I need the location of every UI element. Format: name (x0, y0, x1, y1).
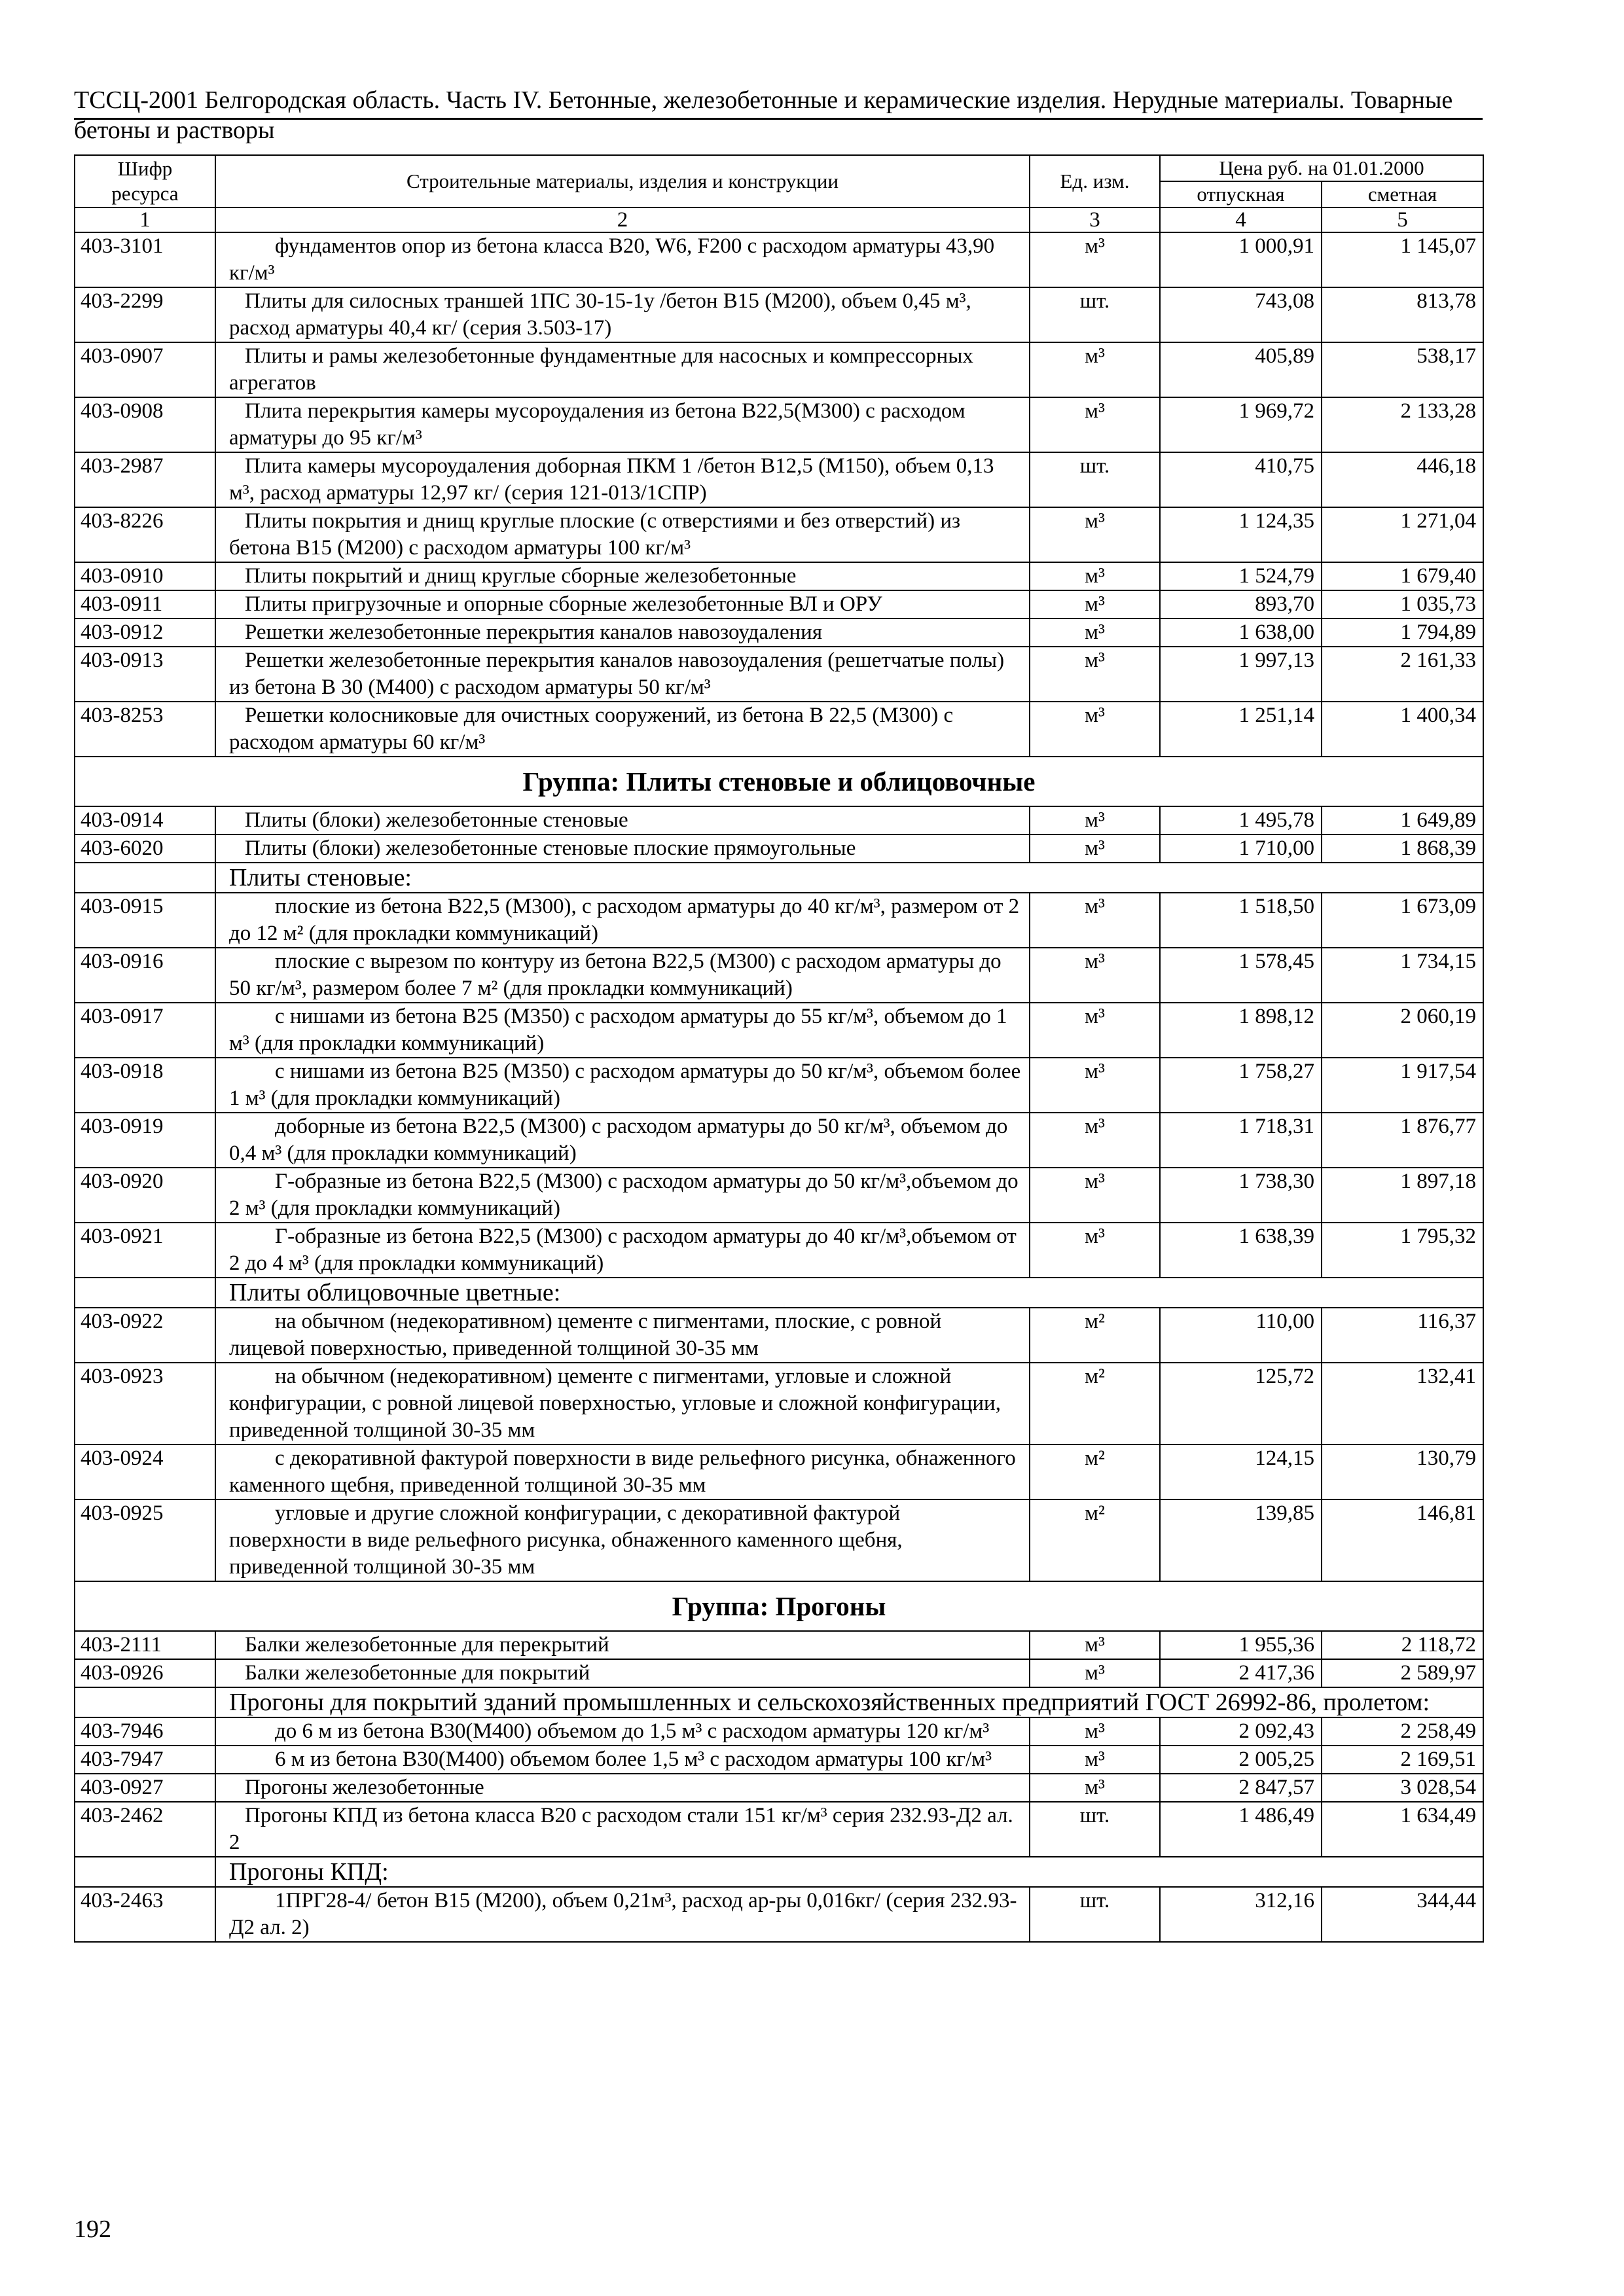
item-description (215, 1746, 1030, 1774)
estimate-price: 538,17 (1322, 342, 1483, 397)
estimate-price: 813,78 (1322, 287, 1483, 342)
item-description-text: Плиты для силосных траншей 1ПС 30-15-1у /бетон В15 (М200), объем 0,45 м³, расход арматуры 40,4 кг/ (серия 3.503-17) (229, 289, 971, 340)
table-row (75, 1223, 1483, 1278)
resource-code: 403-0918 (75, 1058, 215, 1113)
item-description (215, 1444, 1030, 1499)
estimate-price: 2 589,97 (1322, 1659, 1483, 1687)
item-description (215, 1223, 1030, 1278)
item-description-text: с нишами из бетона В25 (М350) с расходом арматуры до 55 кг/м³, объемом до 1 м³ (для прокладки коммуникаций) (229, 1005, 1007, 1055)
unit-of-measure: м³ (1030, 647, 1160, 702)
unit-of-measure: м² (1030, 1499, 1160, 1581)
item-description-text: Балки железобетонные для перекрытий (245, 1633, 609, 1657)
item-description-text: Плиты покрытий и днищ круглые сборные железобетонные (245, 564, 797, 588)
estimate-price: 2 060,19 (1322, 1003, 1483, 1058)
col-estimate-header: сметная (1322, 181, 1483, 207)
resource-code: 403-0919 (75, 1113, 215, 1168)
item-description (215, 1363, 1030, 1444)
resource-code: 403-0914 (75, 806, 215, 834)
resource-code: 403-7946 (75, 1717, 215, 1746)
unit-of-measure: м³ (1030, 1223, 1160, 1278)
subheading-row (75, 1687, 1483, 1717)
header-rule (74, 118, 1483, 120)
resource-code: 403-0922 (75, 1308, 215, 1363)
unit-of-measure: м³ (1030, 1113, 1160, 1168)
release-price: 743,08 (1160, 287, 1322, 342)
resource-code: 403-0910 (75, 562, 215, 590)
table-row (75, 342, 1483, 397)
item-description (215, 1168, 1030, 1223)
release-price: 1 495,78 (1160, 806, 1322, 834)
subheading-title: Плиты облицовочные цветные: (215, 1278, 1483, 1308)
item-description (215, 1887, 1030, 1942)
resource-code: 403-2111 (75, 1631, 215, 1659)
item-description (215, 1717, 1030, 1746)
resource-code: 403-8226 (75, 507, 215, 562)
subheading-row (75, 863, 1483, 893)
release-price: 2 847,57 (1160, 1774, 1322, 1802)
col-name-header: Строительные материалы, изделия и конструкции (215, 155, 1030, 207)
release-price: 312,16 (1160, 1887, 1322, 1942)
release-price: 1 710,00 (1160, 834, 1322, 863)
subheading-blank (75, 1278, 215, 1308)
col-number: 4 (1160, 207, 1322, 232)
item-description-text: 6 м из бетона В30(М400) объемом более 1,5 м³ с расходом арматуры 100 кг/м³ (275, 1748, 992, 1771)
unit-of-measure: м³ (1030, 834, 1160, 863)
item-description-text: с декоративной фактурой поверхности в виде рельефного рисунка, обнаженного каменного щебня, приведенной толщиной 30-35 мм (229, 1446, 1016, 1497)
group-title: Группа: Прогоны (75, 1581, 1483, 1631)
unit-of-measure: шт. (1030, 1887, 1160, 1942)
item-description-text: 1ПРГ28-4/ бетон В15 (М200), объем 0,21м³, расход ар-ры 0,016кг/ (серия 232.93-Д2 ал. 2) (229, 1889, 1017, 1939)
resource-code: 403-2463 (75, 1887, 215, 1942)
unit-of-measure: м³ (1030, 1659, 1160, 1687)
release-price: 2 092,43 (1160, 1717, 1322, 1746)
table-row (75, 590, 1483, 619)
unit-of-measure: м² (1030, 1444, 1160, 1499)
release-price: 405,89 (1160, 342, 1322, 397)
estimate-price: 2 161,33 (1322, 647, 1483, 702)
estimate-price: 1 271,04 (1322, 507, 1483, 562)
estimate-price: 1 868,39 (1322, 834, 1483, 863)
item-description (215, 647, 1030, 702)
item-description-text: Плита перекрытия камеры мусороудаления из бетона В22,5(М300) с расходом арматуры до 95 кг/м³ (229, 399, 965, 450)
item-description-text: плоские с вырезом по контуру из бетона В22,5 (М300) с расходом арматуры до 50 кг/м³, размером более 7 м² (для прокладки коммуникаций) (229, 950, 1001, 1000)
resource-code: 403-0925 (75, 1499, 215, 1581)
unit-of-measure: м³ (1030, 1717, 1160, 1746)
item-description (215, 948, 1030, 1003)
unit-of-measure: м³ (1030, 806, 1160, 834)
item-description-text: с нишами из бетона В25 (М350) с расходом арматуры до 50 кг/м³, объемом более 1 м³ (для прокладки коммуникаций) (229, 1060, 1021, 1110)
item-description-text: Прогоны КПД из бетона класса В20 с расходом стали 151 кг/м³ серия 232.93-Д2 ал. 2 (229, 1804, 1013, 1854)
estimate-price: 344,44 (1322, 1887, 1483, 1942)
col-number: 3 (1030, 207, 1160, 232)
item-description (215, 287, 1030, 342)
item-description (215, 702, 1030, 757)
item-description (215, 1631, 1030, 1659)
table-row (75, 562, 1483, 590)
item-description (215, 590, 1030, 619)
table-row (75, 1363, 1483, 1444)
table-row (75, 287, 1483, 342)
group-title: Группа: Плиты стеновые и облицовочные (75, 757, 1483, 806)
subheading-blank (75, 863, 215, 893)
item-description (215, 1113, 1030, 1168)
resource-code: 403-8253 (75, 702, 215, 757)
release-price: 1 738,30 (1160, 1168, 1322, 1223)
release-price: 1 251,14 (1160, 702, 1322, 757)
release-price: 1 518,50 (1160, 893, 1322, 948)
estimate-price: 3 028,54 (1322, 1774, 1483, 1802)
table-row (75, 397, 1483, 452)
resource-code: 403-0913 (75, 647, 215, 702)
item-description-text: Решетки железобетонные перекрытия каналов навозоудаления (245, 620, 822, 644)
item-description (215, 342, 1030, 397)
item-description (215, 1774, 1030, 1802)
release-price: 1 486,49 (1160, 1802, 1322, 1857)
estimate-price: 2 258,49 (1322, 1717, 1483, 1746)
item-description (215, 806, 1030, 834)
table-row (75, 1774, 1483, 1802)
release-price: 1 524,79 (1160, 562, 1322, 590)
subheading-row (75, 1857, 1483, 1887)
unit-of-measure: м³ (1030, 1746, 1160, 1774)
estimate-price: 446,18 (1322, 452, 1483, 507)
subheading-blank (75, 1857, 215, 1887)
table-row (75, 806, 1483, 834)
subheading-title: Прогоны КПД: (215, 1857, 1483, 1887)
table-row (75, 1444, 1483, 1499)
estimate-price: 1 876,77 (1322, 1113, 1483, 1168)
item-description-text: Г-образные из бетона В22,5 (М300) с расходом арматуры до 40 кг/м³,объемом от 2 до 4 м³ (для прокладки коммуникаций) (229, 1225, 1017, 1275)
unit-of-measure: м³ (1030, 702, 1160, 757)
table-row (75, 1887, 1483, 1942)
resource-code: 403-0915 (75, 893, 215, 948)
unit-of-measure: м³ (1030, 619, 1160, 647)
estimate-price: 1 400,34 (1322, 702, 1483, 757)
item-description-text: Плиты и рамы железобетонные фундаментные для насосных и компрессорных агрегатов (229, 344, 973, 395)
item-description (215, 232, 1030, 287)
item-description (215, 619, 1030, 647)
table-row (75, 452, 1483, 507)
item-description (215, 397, 1030, 452)
estimate-price: 1 917,54 (1322, 1058, 1483, 1113)
estimate-price: 130,79 (1322, 1444, 1483, 1499)
release-price: 124,15 (1160, 1444, 1322, 1499)
release-price: 110,00 (1160, 1308, 1322, 1363)
item-description-text: Плиты покрытия и днищ круглые плоские (с отверстиями и без отверстий) из бетона В15 (М200) с расходом арматуры 100 кг/м³ (229, 509, 961, 560)
item-description (215, 1003, 1030, 1058)
table-row (75, 647, 1483, 702)
resource-code: 403-0908 (75, 397, 215, 452)
item-description-text: фундаментов опор из бетона класса В20, W6, F200 с расходом арматуры 43,90 кг/м³ (229, 234, 995, 285)
table-row (75, 1717, 1483, 1746)
unit-of-measure: м³ (1030, 1003, 1160, 1058)
item-description-text: до 6 м из бетона В30(М400) объемом до 1,5 м³ с расходом арматуры 120 кг/м³ (275, 1719, 990, 1743)
col-number: 1 (75, 207, 215, 232)
resource-code: 403-3101 (75, 232, 215, 287)
table-row (75, 1659, 1483, 1687)
resource-code: 403-0926 (75, 1659, 215, 1687)
estimate-price: 1 634,49 (1322, 1802, 1483, 1857)
estimate-price: 116,37 (1322, 1308, 1483, 1363)
unit-of-measure: шт. (1030, 287, 1160, 342)
item-description-text: Плиты (блоки) железобетонные стеновые плоские прямоугольные (245, 836, 856, 860)
release-price: 139,85 (1160, 1499, 1322, 1581)
resource-code: 403-0917 (75, 1003, 215, 1058)
table-row (75, 1308, 1483, 1363)
release-price: 893,70 (1160, 590, 1322, 619)
subheading-title: Прогоны для покрытий зданий промышленных и сельскохозяйственных предприятий ГОСТ 26992-86, пролетом: (215, 1687, 1483, 1717)
table-row (75, 893, 1483, 948)
col-release-header: отпускная (1160, 181, 1322, 207)
resource-code: 403-0916 (75, 948, 215, 1003)
resource-code: 403-6020 (75, 834, 215, 863)
release-price: 1 578,45 (1160, 948, 1322, 1003)
group-heading-row (75, 1581, 1483, 1631)
unit-of-measure: м³ (1030, 342, 1160, 397)
release-price: 1 997,13 (1160, 647, 1322, 702)
resource-code: 403-0920 (75, 1168, 215, 1223)
item-description-text: доборные из бетона В22,5 (М300) с расходом арматуры до 50 кг/м³, объемом до 0,4 м³ (для прокладки коммуникаций) (229, 1115, 1008, 1165)
table-row (75, 948, 1483, 1003)
resource-code: 403-2299 (75, 287, 215, 342)
item-description (215, 1058, 1030, 1113)
unit-of-measure: м³ (1030, 507, 1160, 562)
group-heading-row (75, 757, 1483, 806)
resource-code: 403-2462 (75, 1802, 215, 1857)
release-price: 1 638,00 (1160, 619, 1322, 647)
item-description-text: на обычном (недекоративном) цементе с пигментами, плоские, с ровной лицевой поверхностью, приведенной толщиной 30-35 мм (229, 1310, 942, 1360)
estimate-price: 146,81 (1322, 1499, 1483, 1581)
item-description-text: плоские из бетона В22,5 (М300), с расходом арматуры до 40 кг/м³, размером от 2 до 12 м² (для прокладки коммуникаций) (229, 895, 1020, 945)
release-price: 1 124,35 (1160, 507, 1322, 562)
item-description-text: Решетки колосниковые для очистных сооружений, из бетона В 22,5 (М300) с расходом арматуры 60 кг/м³ (229, 704, 954, 754)
release-price: 125,72 (1160, 1363, 1322, 1444)
table-row (75, 702, 1483, 757)
unit-of-measure: шт. (1030, 452, 1160, 507)
estimate-price: 2 133,28 (1322, 397, 1483, 452)
col-unit-header: Ед. изм. (1030, 155, 1160, 207)
unit-of-measure: м³ (1030, 893, 1160, 948)
table-row (75, 1113, 1483, 1168)
item-description (215, 1499, 1030, 1581)
subheading-row (75, 1278, 1483, 1308)
item-description-text: Г-образные из бетона В22,5 (М300) с расходом арматуры до 50 кг/м³,объемом до 2 м³ (для прокладки коммуникаций) (229, 1170, 1019, 1220)
resource-code: 403-0923 (75, 1363, 215, 1444)
col-number: 5 (1322, 207, 1483, 232)
item-description-text: Плита камеры мусороудаления доборная ПКМ 1 /бетон В12,5 (М150), объем 0,13 м³, расход арматуры 12,97 кг/ (серия 121-013/1СПР) (229, 454, 994, 505)
table-row (75, 1802, 1483, 1857)
item-description (215, 1308, 1030, 1363)
release-price: 1 718,31 (1160, 1113, 1322, 1168)
estimate-price: 1 734,15 (1322, 948, 1483, 1003)
release-price: 1 969,72 (1160, 397, 1322, 452)
item-description-text: Решетки железобетонные перекрытия каналов навозоудаления (решетчатые полы) из бетона В 30 (М400) с расходом арматуры 50 кг/м³ (229, 649, 1005, 699)
unit-of-measure: м³ (1030, 1774, 1160, 1802)
col-code-header: Шифр ресурса (75, 155, 215, 207)
resource-code: 403-0921 (75, 1223, 215, 1278)
release-price: 1 898,12 (1160, 1003, 1322, 1058)
unit-of-measure: шт. (1030, 1802, 1160, 1857)
release-price: 1 955,36 (1160, 1631, 1322, 1659)
column-number-row (75, 207, 1483, 232)
unit-of-measure: м³ (1030, 590, 1160, 619)
item-description (215, 452, 1030, 507)
unit-of-measure: м² (1030, 1308, 1160, 1363)
unit-of-measure: м³ (1030, 1058, 1160, 1113)
page-number: 192 (74, 2215, 111, 2243)
item-description-text: Прогоны железобетонные (245, 1776, 484, 1799)
estimate-price: 1 673,09 (1322, 893, 1483, 948)
document-header: ТССЦ-2001 Белгородская область. Часть IV. Бетонные, железобетонные и керамические изделия. Нерудные материалы. Товарные бетоны и растворы (74, 86, 1453, 144)
table-row (75, 1499, 1483, 1581)
resource-code: 403-0924 (75, 1444, 215, 1499)
item-description (215, 1802, 1030, 1857)
unit-of-measure: м² (1030, 1363, 1160, 1444)
table-row (75, 619, 1483, 647)
table-row (75, 834, 1483, 863)
table-row (75, 1058, 1483, 1113)
col-number: 2 (215, 207, 1030, 232)
table-row (75, 507, 1483, 562)
release-price: 2 417,36 (1160, 1659, 1322, 1687)
item-description-text: Плиты пригрузочные и опорные сборные железобетонные ВЛ и ОРУ (245, 592, 882, 616)
item-description (215, 1659, 1030, 1687)
estimate-price: 1 649,89 (1322, 806, 1483, 834)
unit-of-measure: м³ (1030, 1631, 1160, 1659)
resource-code: 403-0927 (75, 1774, 215, 1802)
item-description (215, 893, 1030, 948)
estimate-price: 1 679,40 (1322, 562, 1483, 590)
estimate-price: 1 897,18 (1322, 1168, 1483, 1223)
release-price: 1 000,91 (1160, 232, 1322, 287)
resource-code: 403-0911 (75, 590, 215, 619)
resource-code: 403-7947 (75, 1746, 215, 1774)
item-description-text: угловые и другие сложной конфигурации, с декоративной фактурой поверхности в виде рельефного рисунка, обнаженного каменного щебня, приведенной толщиной 30-35 мм (229, 1501, 903, 1579)
estimate-price: 2 169,51 (1322, 1746, 1483, 1774)
unit-of-measure: м³ (1030, 397, 1160, 452)
item-description-text: Плиты (блоки) железобетонные стеновые (245, 808, 628, 832)
resource-code: 403-0912 (75, 619, 215, 647)
unit-of-measure: м³ (1030, 948, 1160, 1003)
item-description (215, 562, 1030, 590)
resource-code: 403-2987 (75, 452, 215, 507)
item-description-text: на обычном (недекоративном) цементе с пигментами, угловые и сложной конфигурации, с ровной лицевой поверхностью, угловые и сложной конфигурации, приведенной толщиной 30-35 мм (229, 1365, 1001, 1442)
table-row (75, 1003, 1483, 1058)
release-price: 1 638,39 (1160, 1223, 1322, 1278)
table-body (75, 232, 1483, 1942)
item-description (215, 834, 1030, 863)
estimate-price: 1 035,73 (1322, 590, 1483, 619)
table-row (75, 1168, 1483, 1223)
table-row (75, 1631, 1483, 1659)
table-header-row (75, 155, 1483, 181)
estimate-price: 1 794,89 (1322, 619, 1483, 647)
estimate-price: 132,41 (1322, 1363, 1483, 1444)
subheading-blank (75, 1687, 215, 1717)
unit-of-measure: м³ (1030, 1168, 1160, 1223)
col-price-header: Цена руб. на 01.01.2000 (1160, 155, 1483, 181)
release-price: 2 005,25 (1160, 1746, 1322, 1774)
unit-of-measure: м³ (1030, 232, 1160, 287)
table-row (75, 1746, 1483, 1774)
estimate-price: 2 118,72 (1322, 1631, 1483, 1659)
release-price: 1 758,27 (1160, 1058, 1322, 1113)
item-description (215, 507, 1030, 562)
unit-of-measure: м³ (1030, 562, 1160, 590)
estimate-price: 1 145,07 (1322, 232, 1483, 287)
price-table (74, 154, 1484, 1943)
release-price: 410,75 (1160, 452, 1322, 507)
table-row (75, 232, 1483, 287)
item-description-text: Балки железобетонные для покрытий (245, 1661, 590, 1685)
subheading-title: Плиты стеновые: (215, 863, 1483, 893)
estimate-price: 1 795,32 (1322, 1223, 1483, 1278)
resource-code: 403-0907 (75, 342, 215, 397)
